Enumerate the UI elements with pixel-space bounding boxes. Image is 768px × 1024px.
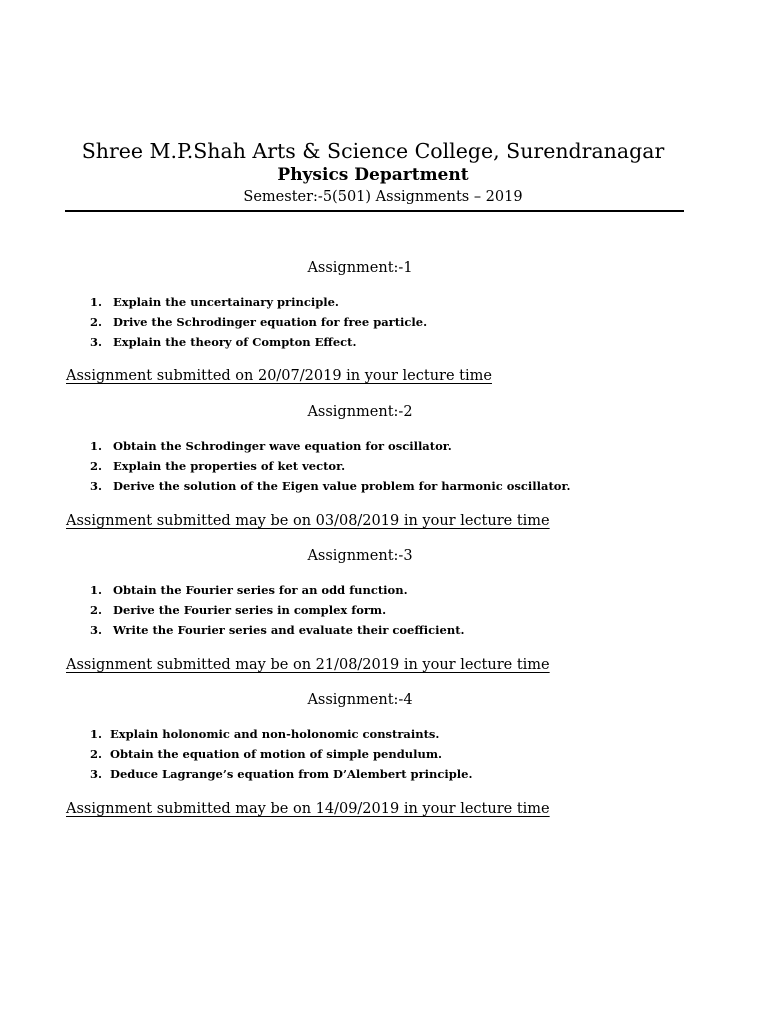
assignment-heading: Assignment:-2 xyxy=(307,404,413,420)
question-number: 3. xyxy=(90,479,103,493)
question-item xyxy=(90,580,465,600)
question-number: 2. xyxy=(90,603,103,617)
question-text: Obtain the equation of motion of simple pendulum. xyxy=(110,747,442,761)
question-item xyxy=(90,764,472,784)
question-text: Derive the Fourier series in complex form. xyxy=(113,603,387,617)
question-item xyxy=(90,292,427,312)
question-list xyxy=(90,580,465,640)
question-number: 1. xyxy=(90,727,103,741)
question-text: Deduce Lagrange’s equation from D’Alembert principle. xyxy=(110,767,473,781)
question-number: 3. xyxy=(90,767,103,781)
question-text: Explain the uncertainary principle. xyxy=(113,295,339,309)
header-divider xyxy=(65,210,684,212)
question-text: Drive the Schrodinger equation for free particle. xyxy=(113,315,428,329)
assignment-heading: Assignment:-4 xyxy=(307,692,413,708)
question-item xyxy=(90,456,570,476)
question-item xyxy=(90,724,472,744)
question-item xyxy=(90,744,472,764)
question-number: 2. xyxy=(90,315,103,329)
question-item xyxy=(90,312,427,332)
question-item xyxy=(90,436,570,456)
question-text: Explain the theory of Compton Effect. xyxy=(113,335,357,349)
question-item xyxy=(90,476,570,496)
question-list xyxy=(90,436,570,496)
question-text: Explain the properties of ket vector. xyxy=(113,459,346,473)
question-item xyxy=(90,620,465,640)
question-number: 1. xyxy=(90,583,103,597)
question-number: 3. xyxy=(90,335,103,349)
department-title: Physics Department xyxy=(277,165,469,185)
semester-subtitle: Semester:-5(501) Assignments – 2019 xyxy=(243,189,523,205)
question-number: 2. xyxy=(90,747,103,761)
question-number: 1. xyxy=(90,295,103,309)
college-title: Shree M.P.Shah Arts & Science College, Surendranagar xyxy=(81,139,665,163)
question-text: Write the Fourier series and evaluate their coefficient. xyxy=(113,623,465,637)
question-list xyxy=(90,292,427,352)
question-number: 2. xyxy=(90,459,103,473)
question-text: Derive the solution of the Eigen value problem for harmonic oscillator. xyxy=(113,479,571,493)
submission-note: Assignment submitted may be on 21/08/2019 in your lecture time xyxy=(66,657,550,673)
submission-note: Assignment submitted on 20/07/2019 in your lecture time xyxy=(66,368,492,384)
question-number: 1. xyxy=(90,439,103,453)
question-text: Obtain the Schrodinger wave equation for oscillator. xyxy=(113,439,452,453)
question-item xyxy=(90,600,465,620)
submission-note: Assignment submitted may be on 14/09/2019 in your lecture time xyxy=(66,801,550,817)
submission-note: Assignment submitted may be on 03/08/2019 in your lecture time xyxy=(66,513,550,529)
assignment-heading: Assignment:-3 xyxy=(307,548,413,564)
question-number: 3. xyxy=(90,623,103,637)
question-list xyxy=(90,724,472,784)
question-text: Explain holonomic and non-holonomic constraints. xyxy=(110,727,440,741)
question-text: Obtain the Fourier series for an odd function. xyxy=(113,583,408,597)
assignment-heading: Assignment:-1 xyxy=(307,260,413,276)
question-item xyxy=(90,332,427,352)
